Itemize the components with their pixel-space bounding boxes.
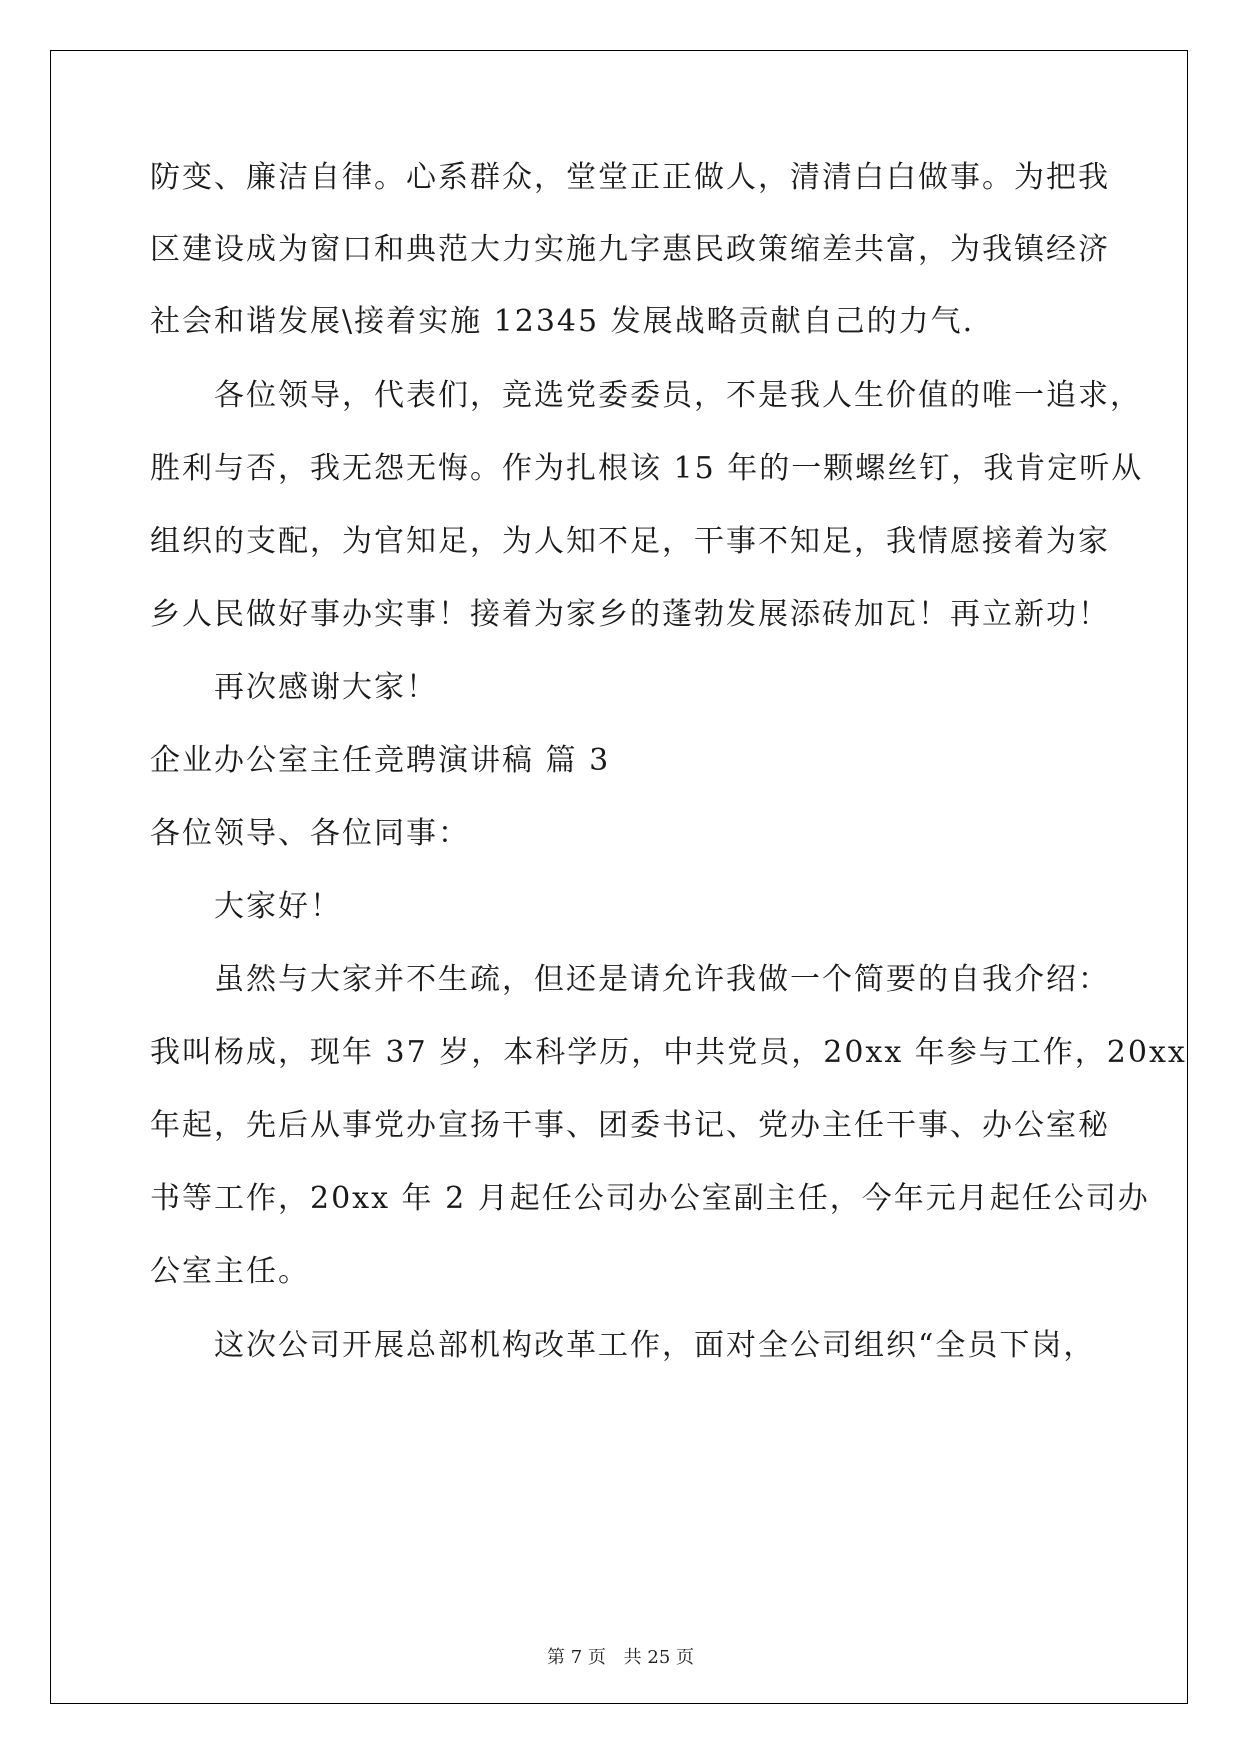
paragraph-line: 这次公司开展总部机构改革工作，面对全公司组织“全员下岗，: [214, 1328, 1096, 1363]
paragraph-line: 再次感谢大家！: [214, 670, 438, 705]
paragraph-line: 虽然与大家并不生疏，但还是请允许我做一个简要的自我介绍：: [214, 962, 1110, 997]
paragraph-line: 年起，先后从事党办宣扬干事、团委书记、党办主任干事、办公室秘: [150, 1108, 1110, 1143]
paragraph-line: 乡人民做好事办实事！接着为家乡的蓬勃发展添砖加瓦！再立新功！: [150, 597, 1110, 632]
paragraph-line: 社会和谐发展\接着实施 12345 发展战略贡献自己的力气.: [150, 304, 975, 339]
salutation: 各位领导、各位同事：: [150, 816, 470, 851]
page-total: 共 25 页: [623, 1647, 694, 1668]
greeting: 大家好！: [214, 889, 342, 924]
paragraph-line: 胜利与否，我无怨无悔。作为扎根该 15 年的一颗螺丝钉，我肯定听从: [150, 451, 1144, 486]
paragraph-line: 各位领导，代表们，竞选党委委员，不是我人生价值的唯一追求，: [214, 378, 1142, 413]
paragraph-line: 区建设成为窗口和典范大力实施九字惠民政策缩差共富，为我镇经济: [150, 232, 1110, 267]
page-number: 第 7 页: [547, 1647, 606, 1668]
paragraph-line: 公室主任。: [150, 1254, 310, 1289]
paragraph-line: 书等工作，20xx 年 2 月起任公司办公室副主任，今年元月起任公司办: [150, 1181, 1150, 1216]
paragraph-line: 组织的支配，为官知足，为人知不足，干事不知足，我情愿接着为家: [150, 524, 1110, 559]
page-footer: [0, 1643, 1241, 1669]
paragraph-line: 防变、廉洁自律。心系群众，堂堂正正做人，清清白白做事。为把我: [150, 160, 1110, 195]
section-heading: 企业办公室主任竞聘演讲稿 篇 3: [150, 743, 611, 778]
paragraph-line: 我叫杨成，现年 37 岁，本科学历，中共党员，20xx 年参与工作，20xx: [150, 1035, 1187, 1070]
